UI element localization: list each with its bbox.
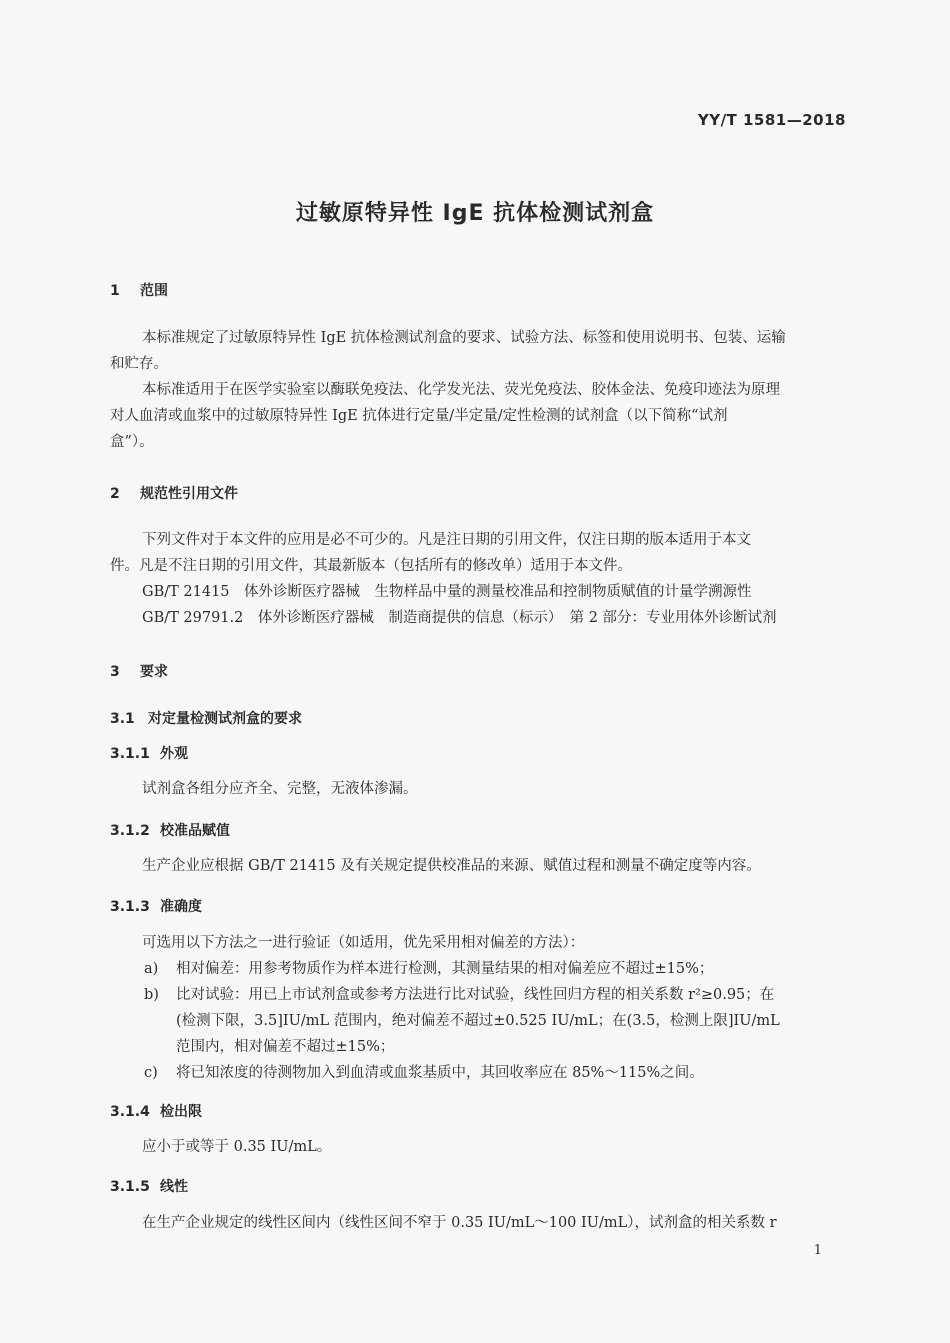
section-number: 3.1.5: [110, 1179, 150, 1195]
section-3-heading: [110, 661, 168, 681]
section-title: 外观: [160, 746, 188, 762]
text-line: 生产企业应根据 GB/T 21415 及有关规定提供校准品的来源、赋值过程和测量不确定度等内容。: [142, 858, 761, 874]
section-3-1-4-heading: [110, 1101, 202, 1121]
text-line: 和贮存。: [110, 356, 168, 372]
text-line: 盒”）。: [110, 434, 154, 450]
section-title: 校准品赋值: [160, 823, 230, 839]
section-3-1-5-text: [110, 1210, 848, 1236]
text-line: 件。凡是不注日期的引用文件，其最新版本（包括所有的修改单）适用于本文件。: [110, 558, 632, 574]
section-title: 对定量检测试剂盒的要求: [148, 711, 302, 727]
text-line: 可选用以下方法之一进行验证（如适用，优先采用相对偏差的方法）：: [142, 935, 585, 951]
section-3-1-4-text: [110, 1134, 848, 1160]
list-text: 将已知浓度的待测物加入到血清或血浆基质中，其回收率应在 85%～115%之间。: [176, 1065, 704, 1081]
text-line: 范围内，相对偏差不超过±15%；: [176, 1039, 395, 1055]
section-number: 3.1.2: [110, 823, 150, 839]
section-number: 3.1.3: [110, 899, 150, 915]
section-title: 检出限: [160, 1104, 202, 1120]
section-1-paragraph-2: [110, 377, 848, 455]
section-number: 3: [110, 664, 120, 680]
text-line: 本标准适用于在医学实验室以酶联免疫法、化学发光法、荧光免疫法、胶体金法、免疫印迹法为原理: [142, 382, 780, 398]
section-number: 3.1.1: [110, 746, 150, 762]
section-3-1-5-heading: [110, 1176, 188, 1196]
section-title: 线性: [160, 1179, 188, 1195]
reference-gb-t-21415: GB/T 21415 体外诊断医疗器械 生物样品中量的测量校准品和控制物质赋值的计量学溯源性: [142, 584, 752, 600]
section-3-1-1-heading: [110, 743, 188, 763]
text-line: 在生产企业规定的线性区间内（线性区间不窄于 0.35 IU/mL～100 IU/mL），试剂盒的相关系数 r: [142, 1215, 777, 1231]
section-2-heading: [110, 483, 238, 503]
section-title: 规范性引用文件: [140, 486, 238, 502]
reference-gb-t-29791-2: GB/T 29791.2 体外诊断医疗器械 制造商提供的信息（标示） 第 2 部分：专业用体外诊断试剂: [142, 610, 777, 626]
section-title: 准确度: [160, 899, 202, 915]
section-number: 3.1.4: [110, 1104, 150, 1120]
section-3-1-3-intro: [110, 930, 848, 956]
section-1-paragraph-1: [110, 325, 848, 377]
section-3-1-1-text: [110, 776, 848, 802]
section-3-1-2-heading: [110, 820, 230, 840]
list-marker: b): [144, 987, 159, 1003]
text-line: 试剂盒各组分应齐全、完整，无液体渗漏。: [142, 781, 418, 797]
section-2-paragraph-1: [110, 527, 848, 631]
section-1-heading: [110, 280, 168, 300]
list-marker: c): [144, 1065, 158, 1081]
text-line: 本标准规定了过敏原特异性 IgE 抗体检测试剂盒的要求、试验方法、标签和使用说明书、包装、运输: [142, 330, 786, 346]
section-number: 2: [110, 486, 120, 502]
section-title: 要求: [140, 664, 168, 680]
text-line: 应小于或等于 0.35 IU/mL。: [142, 1139, 332, 1155]
section-number: 1: [110, 283, 120, 299]
document-title: 过敏原特异性 IgE 抗体检测试剂盒: [295, 201, 655, 226]
list-text: [176, 982, 848, 1060]
section-3-1-3-heading: [110, 896, 202, 916]
text-line: (检测下限，3.5]IU/mL 范围内，绝对偏差不超过±0.525 IU/mL；在(3.5，检测上限]IU/mL: [176, 1013, 780, 1029]
list-marker: a): [144, 961, 159, 977]
text-line: 比对试验：用已上市试剂盒或参考方法进行比对试验，线性回归方程的相关系数 r²≥0.95；在: [176, 987, 775, 1003]
list-text: 相对偏差：用参考物质作为样本进行检测，其测量结果的相对偏差应不超过±15%；: [176, 961, 714, 977]
section-3-1-heading: [110, 708, 302, 728]
section-number: 3.1: [110, 711, 135, 727]
section-title: 范围: [140, 283, 168, 299]
section-3-1-2-text: [110, 853, 848, 879]
text-line: 下列文件对于本文件的应用是必不可少的。凡是注日期的引用文件，仅注日期的版本适用于本文: [142, 532, 751, 548]
standard-code: YY/T 1581—2018: [697, 111, 846, 129]
text-line: 对人血清或血浆中的过敏原特异性 IgE 抗体进行定量/半定量/定性检测的试剂盒（以下简称“试剂: [110, 408, 728, 424]
page-number: 1: [813, 1243, 822, 1258]
